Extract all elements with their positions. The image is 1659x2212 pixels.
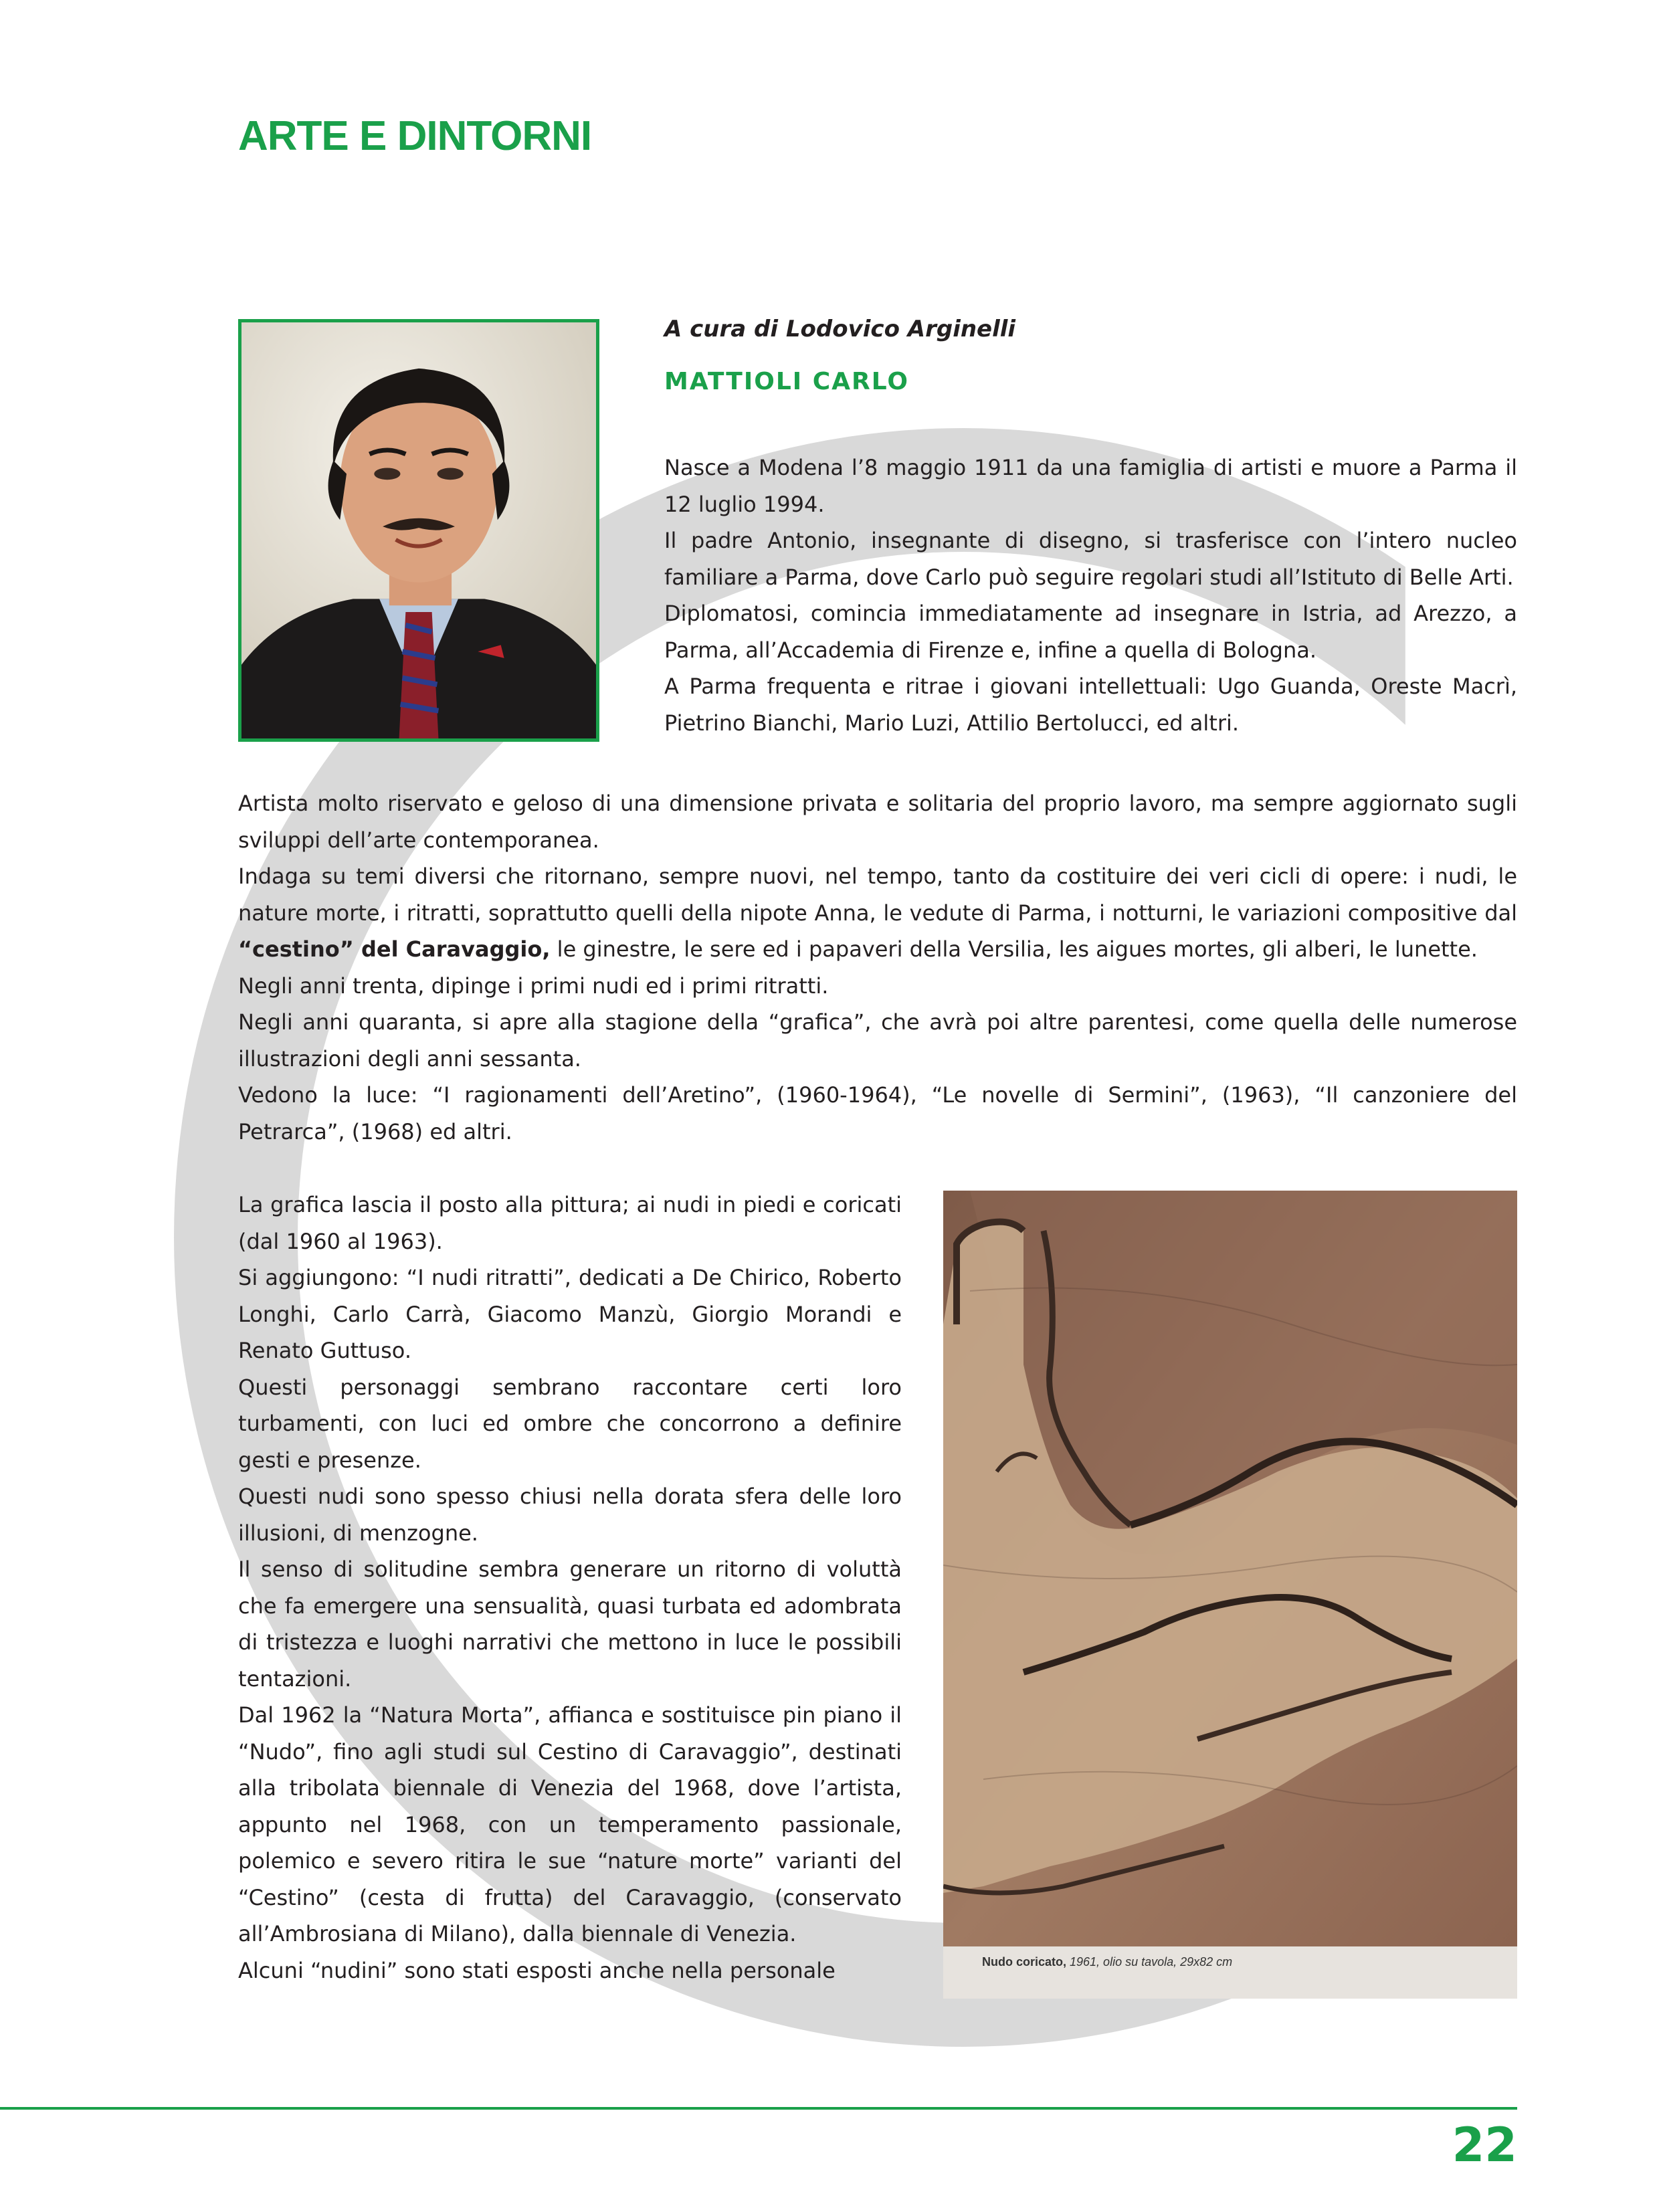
paragraph: Questi nudi sono spesso chiusi nella dorata sfera delle loro illusioni, di menzogne. [238, 1484, 902, 1546]
text-run: Indaga su temi diversi che ritornano, sempre nuovi, nel tempo, tanto da costituire dei veri cicli di opere: i nudi, le nature morte, i ritratti, soprattutto quelli della nipote Anna, le vedute di Parma, i notturni, le variazioni compositive dal [238, 864, 1517, 926]
paragraph: Vedono la luce: “I ragionamenti dell’Aretino”, (1960-1964), “Le novelle di Sermini”, (1963), “Il canzoniere del Petrarca”, (1968) ed altri. [238, 1082, 1517, 1144]
paragraph: Artista molto riservato e geloso di una dimensione privata e solitaria del proprio lavoro, ma sempre aggiornato sugli sviluppi dell’arte contemporanea. [238, 791, 1517, 853]
paragraph: Dal 1962 la “Natura Morta”, affianca e sostituisce pin piano il “Nudo”, fino agli studi sul Cestino di Caravaggio”, destinati alla tribolata biennale di Venezia del 1968, dove l’artista, appunto nel 1968, con un temperamento passionale, polemico e severo ritira le sue “nature morte” varianti del “Cestino” (cesta di frutta) del Caravaggio, (conservato all’Ambrosiana di Milano), dalla biennale di Venezia. [238, 1702, 902, 1946]
biography-middle [238, 785, 1517, 1150]
text-run: le ginestre, le sere ed i papaveri della Versilia, les aigues mortes, gli alberi, le lunette. [550, 936, 1478, 962]
page-number: 22 [1452, 2118, 1517, 2173]
paragraph: La grafica lascia il posto alla pittura; ai nudi in piedi e coricati (dal 1960 al 1963). [238, 1192, 902, 1254]
paragraph: A Parma frequenta e ritrae i giovani intellettuali: Ugo Guanda, Oreste Macrì, Pietrino Bianchi, Mario Luzi, Attilio Bertolucci, ed altri. [664, 674, 1517, 736]
biography-lower [238, 1187, 902, 1989]
painting-artwork [943, 1191, 1517, 1946]
biography-top [664, 449, 1517, 741]
artist-name: MATTIOLI CARLO [664, 368, 909, 395]
paragraph: Negli anni trenta, dipinge i primi nudi ed i primi ritratti. [238, 973, 829, 999]
paragraph: Diplomatosi, comincia immediatamente ad insegnare in Istria, ad Arezzo, a Parma, all’Accademia di Firenze e, infine a quella di Bologna. [664, 601, 1517, 663]
paragraph: Si aggiungono: “I nudi ritratti”, dedicati a De Chirico, Roberto Longhi, Carlo Carrà, Giacomo Manzù, Giorgio Morandi e Renato Guttuso. [238, 1265, 902, 1363]
paragraph: Alcuni “nudini” sono stati esposti anche nella personale [238, 1957, 836, 1983]
paragraph: Il padre Antonio, insegnante di disegno, si trasferisce con l’intero nucleo familiare a Parma, dove Carlo può seguire regolari studi all’Istituto di Belle Arti. [664, 528, 1517, 590]
paragraph: Il senso di solitudine sembra generare un ritorno di voluttà che fa emergere una sensualità, quasi turbata ed adombrata di tristezza e luoghi narrativi che mettono in luce le possibili tentazioni. [238, 1556, 902, 1692]
paragraph: Questi personaggi sembrano raccontare certi loro turbamenti, con luci ed ombre che concorrono a definire gesti e presenze. [238, 1374, 902, 1473]
artist-portrait-photo [238, 319, 599, 742]
paragraph: Negli anni quaranta, si apre alla stagione della “grafica”, che avrà poi altre parentesi, come quella delle numerose illustrazioni degli anni sessanta. [238, 1009, 1517, 1072]
section-title: ARTE E DINTORNI [238, 113, 592, 159]
bold-text-run: “cestino” del Caravaggio, [238, 936, 551, 962]
paragraph [238, 858, 1517, 968]
footer-divider [0, 2107, 1517, 2110]
caption-details: 1961, olio su tavola, 29x82 cm [1066, 1955, 1233, 1969]
paragraph: Nasce a Modena l’8 maggio 1911 da una famiglia di artisti e muore a Parma il 12 luglio 1994. [664, 455, 1517, 517]
painting-caption [982, 1955, 1232, 1969]
caption-title: Nudo coricato, [982, 1955, 1067, 1969]
byline: A cura di Lodovico Arginelli [664, 316, 1016, 342]
painting-image [943, 1191, 1517, 1999]
